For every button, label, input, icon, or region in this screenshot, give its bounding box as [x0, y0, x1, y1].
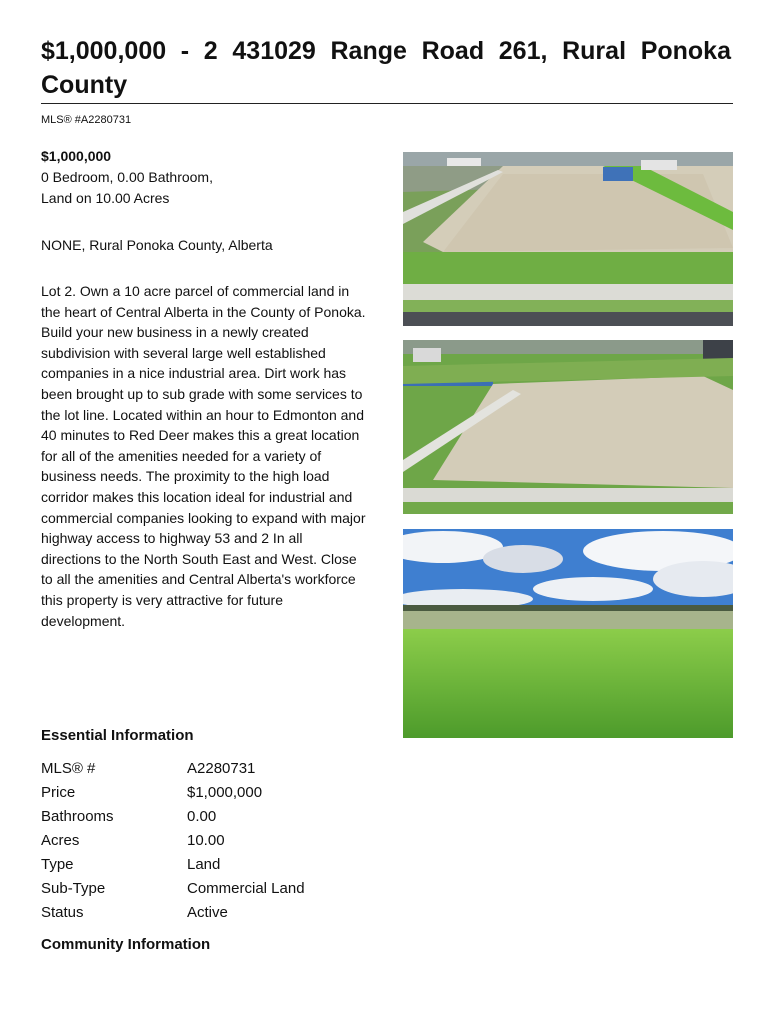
- row-label: Type: [41, 855, 74, 873]
- row-label: Sub-Type: [41, 880, 106, 898]
- row-value: Land: [187, 855, 221, 873]
- essential-information-heading: Essential Information: [41, 727, 194, 744]
- row-label: Acres: [41, 831, 80, 849]
- table-row: [41, 876, 305, 900]
- row-value: 10.00: [187, 831, 225, 849]
- row-label: MLS® #: [41, 759, 96, 777]
- listing-title: $1,000,000 - 2 431029 Range Road 261, Rural Ponoka County: [41, 37, 731, 99]
- mls-number-line: MLS® #A2280731: [41, 114, 132, 126]
- essential-information-table: [41, 756, 305, 925]
- summary-line-beds-baths: 0 Bedroom, 0.00 Bathroom,: [41, 169, 213, 185]
- listing-summary: [41, 146, 213, 209]
- row-value: $1,000,000: [187, 783, 263, 801]
- property-photo-field: [403, 529, 733, 738]
- title-divider: [41, 103, 733, 104]
- row-label: Status: [41, 904, 84, 922]
- row-label: Price: [41, 783, 76, 801]
- row-value: Commercial Land: [187, 880, 305, 898]
- row-value: Active: [187, 904, 228, 922]
- listing-location: NONE, Rural Ponoka County, Alberta: [41, 237, 273, 253]
- table-row: [41, 901, 305, 925]
- row-value: A2280731: [187, 759, 256, 777]
- table-row: [41, 852, 305, 876]
- table-row: [41, 756, 305, 780]
- summary-line-land-acres: Land on 10.00 Acres: [41, 190, 170, 206]
- table-row: [41, 828, 305, 852]
- row-value: 0.00: [187, 807, 217, 825]
- property-photo-aerial-2: [403, 340, 733, 514]
- property-photo-aerial-1: [403, 152, 733, 326]
- listing-price: $1,000,000: [41, 148, 112, 164]
- community-information-heading: Community Information: [41, 936, 211, 953]
- listing-description: Lot 2. Own a 10 acre parcel of commercial land in the heart of Central Alberta in the County of Ponoka. Build your new business in a newly created subdivision with several large well established companies in a nice industrial area. Dirt work has been brought up to sub grade with some services to the lot line. Located within an hour to Edmonton and 40 minutes to Red Deer makes this a great location for all of the amenities needed for a variety of business needs. The proximity to the high load corridor makes this location ideal for industrial and commercial companies looking to expand with major highway access to highway 53 and 2 In all directions to the North South East and West. Close to all the amenities and Central Alberta's workforce this property is very attractive for future development.: [41, 283, 366, 629]
- row-label: Bathrooms: [41, 807, 114, 825]
- table-row: [41, 804, 305, 828]
- table-row: [41, 780, 305, 804]
